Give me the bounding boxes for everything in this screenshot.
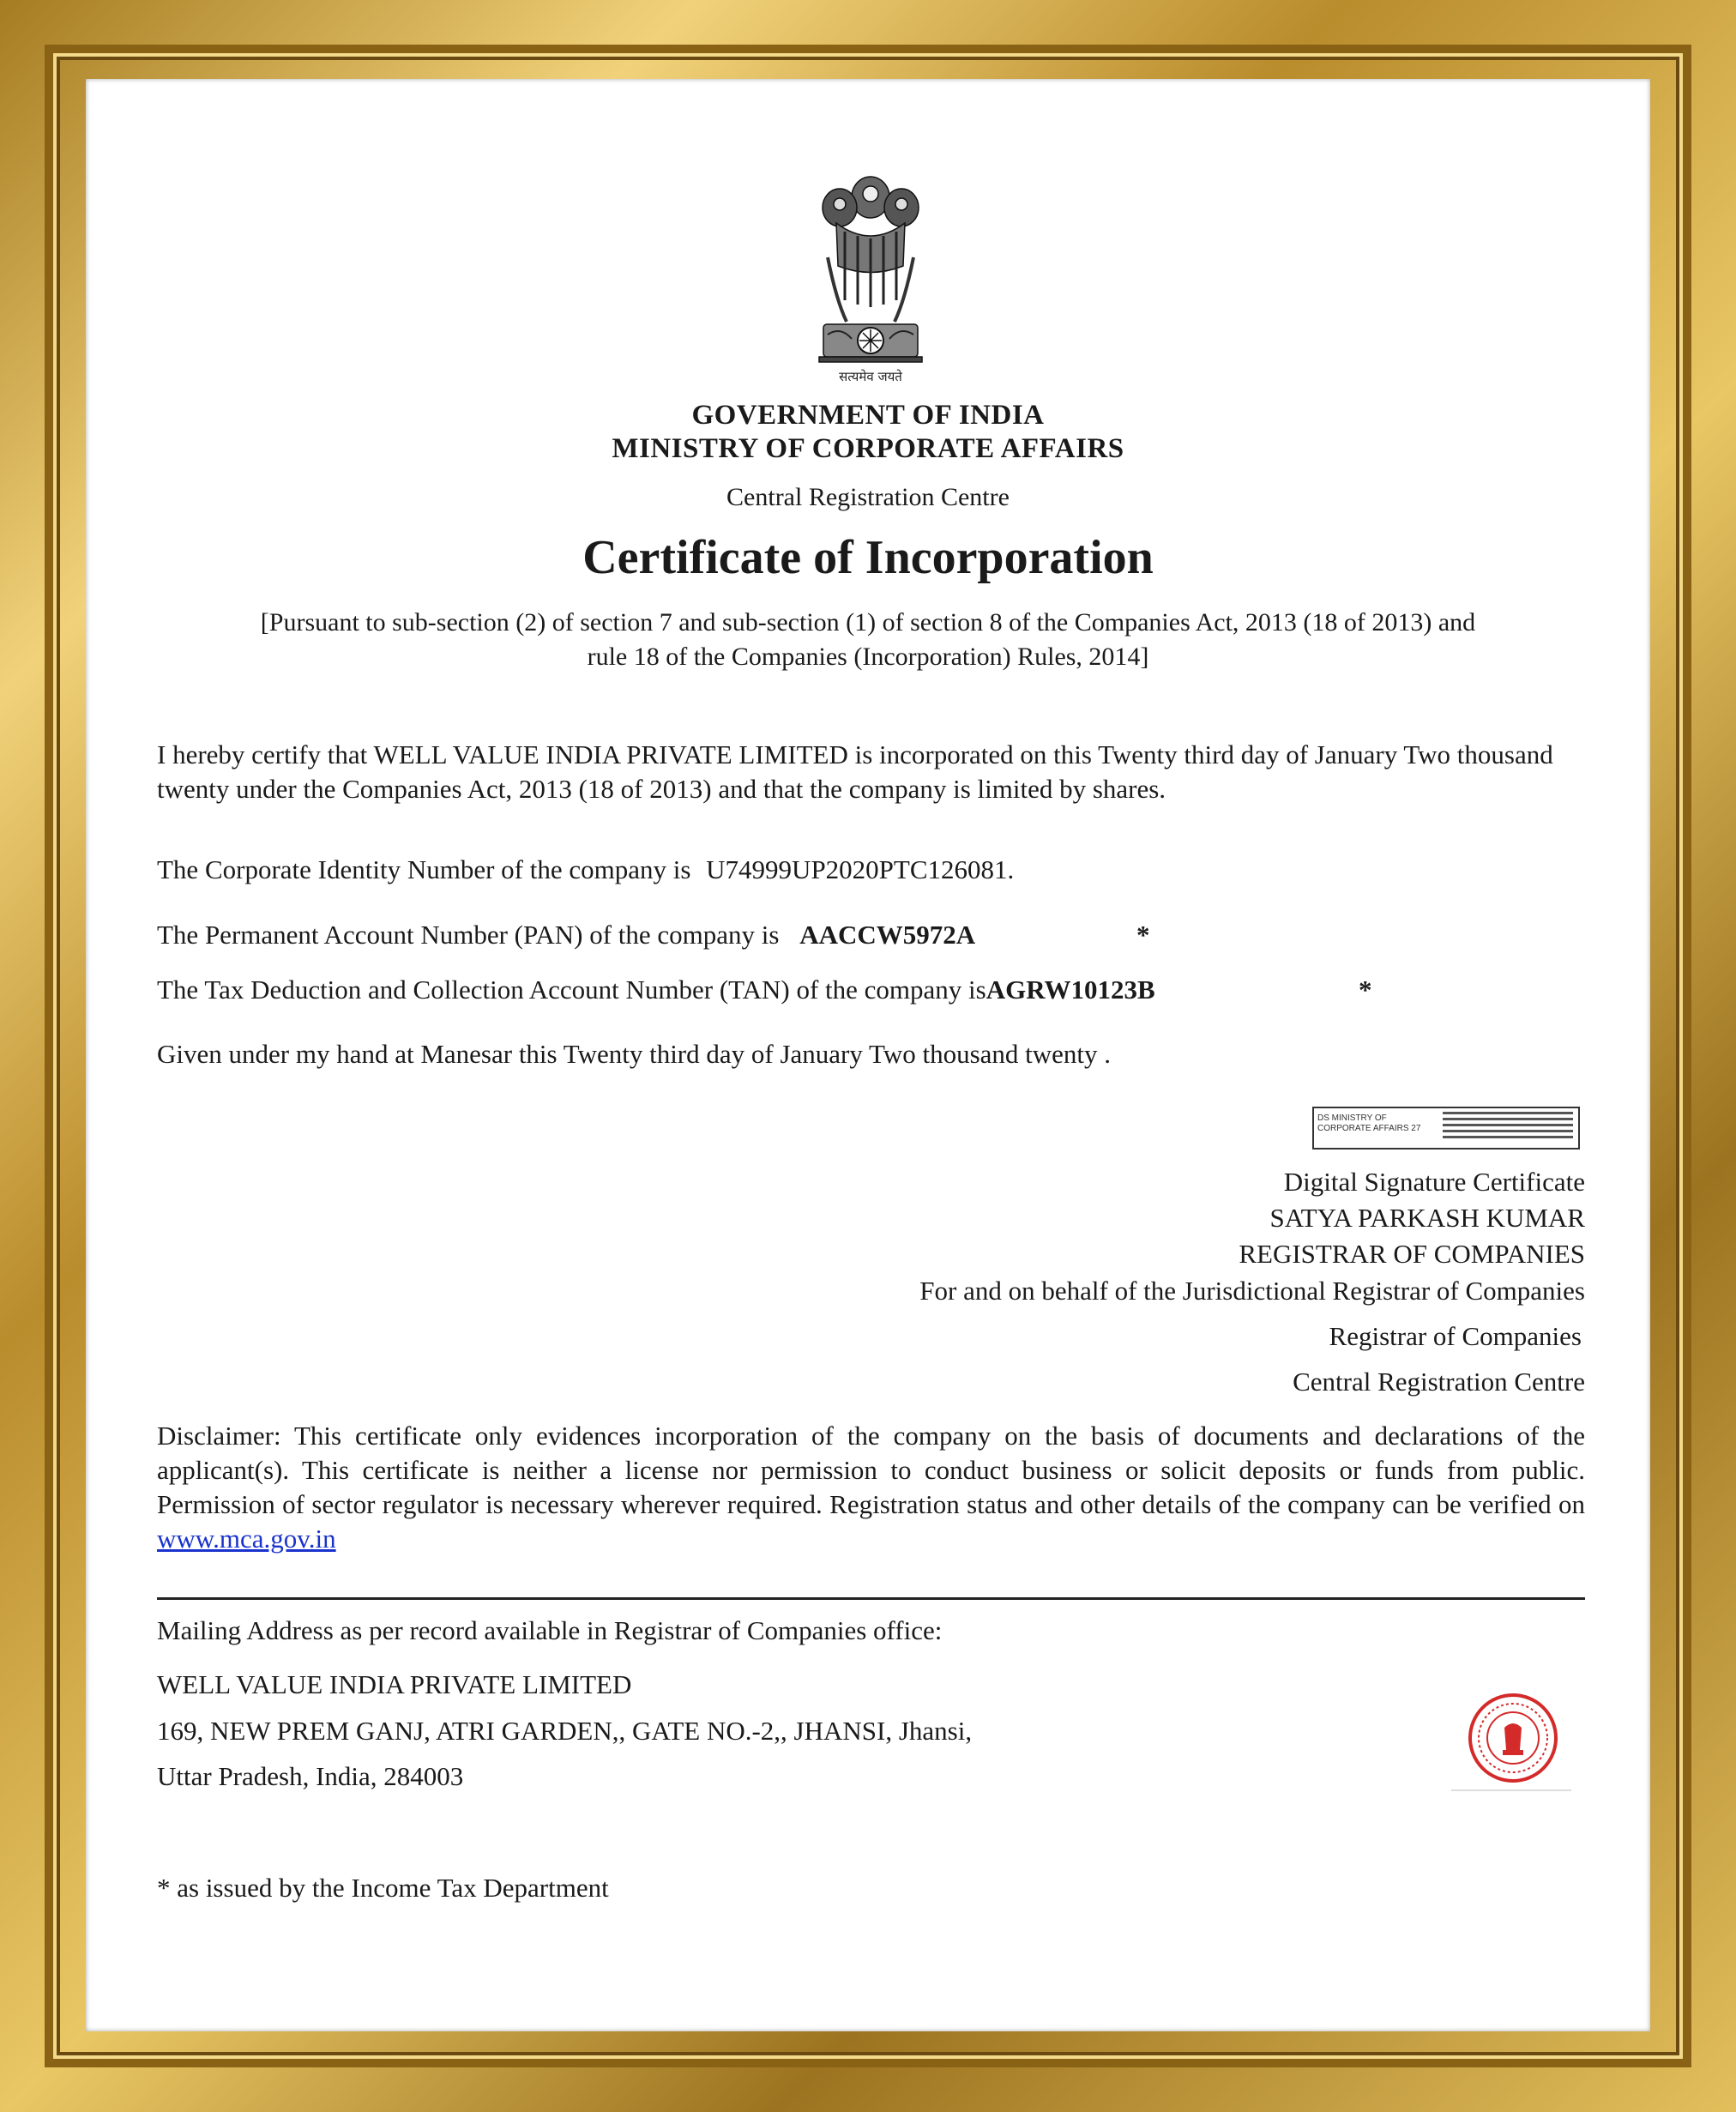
cin-line xyxy=(157,854,1014,885)
digital-signature-stamp xyxy=(1312,1107,1580,1150)
office-line-2: Central Registration Centre xyxy=(1293,1367,1585,1397)
mailing-heading: Mailing Address as per record available in Registrar of Companies office: xyxy=(157,1615,943,1645)
ministry-heading: MINISTRY OF CORPORATE AFFAIRS xyxy=(612,433,1124,464)
mailing-company: WELL VALUE INDIA PRIVATE LIMITED xyxy=(157,1669,632,1699)
cin-label: The Corporate Identity Number of the company is xyxy=(157,854,691,884)
tan-line xyxy=(157,975,1155,1005)
disclaimer xyxy=(157,1419,1585,1556)
certificate-subtitle xyxy=(0,606,1736,674)
signatory-designation: REGISTRAR OF COMPANIES xyxy=(1239,1239,1585,1269)
signatory-name: SATYA PARKASH KUMAR xyxy=(1269,1203,1585,1233)
government-heading: GOVERNMENT OF INDIA xyxy=(691,400,1045,431)
cin-value: U74999UP2020PTC126081. xyxy=(706,854,1015,884)
seal-underline xyxy=(1451,1789,1571,1791)
office-line-1: Registrar of Companies xyxy=(1329,1321,1582,1351)
dsc-label: Digital Signature Certificate xyxy=(1283,1167,1585,1197)
footnote: * as issued by the Income Tax Department xyxy=(157,1873,609,1903)
registrar-seal xyxy=(1465,1690,1561,1786)
pan-line xyxy=(157,920,975,950)
subtitle-line-2: rule 18 of the Companies (Incorporation) Rules, 2014] xyxy=(587,643,1149,671)
signature-stamp-text xyxy=(1317,1113,1420,1134)
tan-value: AGRW10123B xyxy=(986,975,1155,1005)
certify-paragraph: I hereby certify that WELL VALUE INDIA PRIVATE LIMITED is incorporated on this Twenty third day of January Two thousand twenty under the Companies Act, 2013 (18 of 2013) and that the company is limited by shares. xyxy=(157,739,1553,804)
mailing-address-2: Uttar Pradesh, India, 284003 xyxy=(157,1761,464,1791)
pan-asterisk: * xyxy=(1136,920,1150,950)
tan-label: The Tax Deduction and Collection Account Number (TAN) of the company is xyxy=(157,975,986,1005)
given-under-hand-line: Given under my hand at Manesar this Twenty third day of January Two thousand twenty . xyxy=(157,1039,1112,1069)
certificate-title: Certificate of Incorporation xyxy=(582,531,1154,584)
emblem-motto: सत्यमेव जयते xyxy=(839,369,902,384)
centre-heading: Central Registration Centre xyxy=(726,483,1010,511)
mca-link[interactable]: www.mca.gov.in xyxy=(157,1524,336,1554)
national-emblem xyxy=(802,172,939,390)
stamp-text-line-2: CORPORATE AFFAIRS 27 xyxy=(1317,1124,1421,1133)
pan-value: AACCW5972A xyxy=(799,920,976,950)
behalf-line: For and on behalf of the Jurisdictional Registrar of Companies xyxy=(919,1276,1585,1306)
subtitle-line-1: [Pursuant to sub-section (2) of section 7 and sub-section (1) of section 8 of the Companies Act, 2013 (18 of 2013) and xyxy=(260,608,1476,637)
stamp-text-line-1: DS MINISTRY OF xyxy=(1317,1113,1387,1123)
disclaimer-text: Disclaimer: This certificate only evidences incorporation of the company on the basis of documents and declarations of the applicant(s). This certificate is neither a license nor permission to conduct business or solicit deposits or funds from public. Permission of sector regulator is necessary wherever required. Registration status and other details of the company can be verified on xyxy=(157,1421,1585,1519)
pan-label: The Permanent Account Number (PAN) of the company is xyxy=(157,920,780,950)
tan-asterisk: * xyxy=(1359,975,1372,1005)
divider-line xyxy=(157,1597,1585,1600)
signature-stamp-details xyxy=(1443,1112,1573,1144)
mailing-address-1: 169, NEW PREM GANJ, ATRI GARDEN,, GATE NO.-2,, JHANSI, Jhansi, xyxy=(157,1716,973,1746)
